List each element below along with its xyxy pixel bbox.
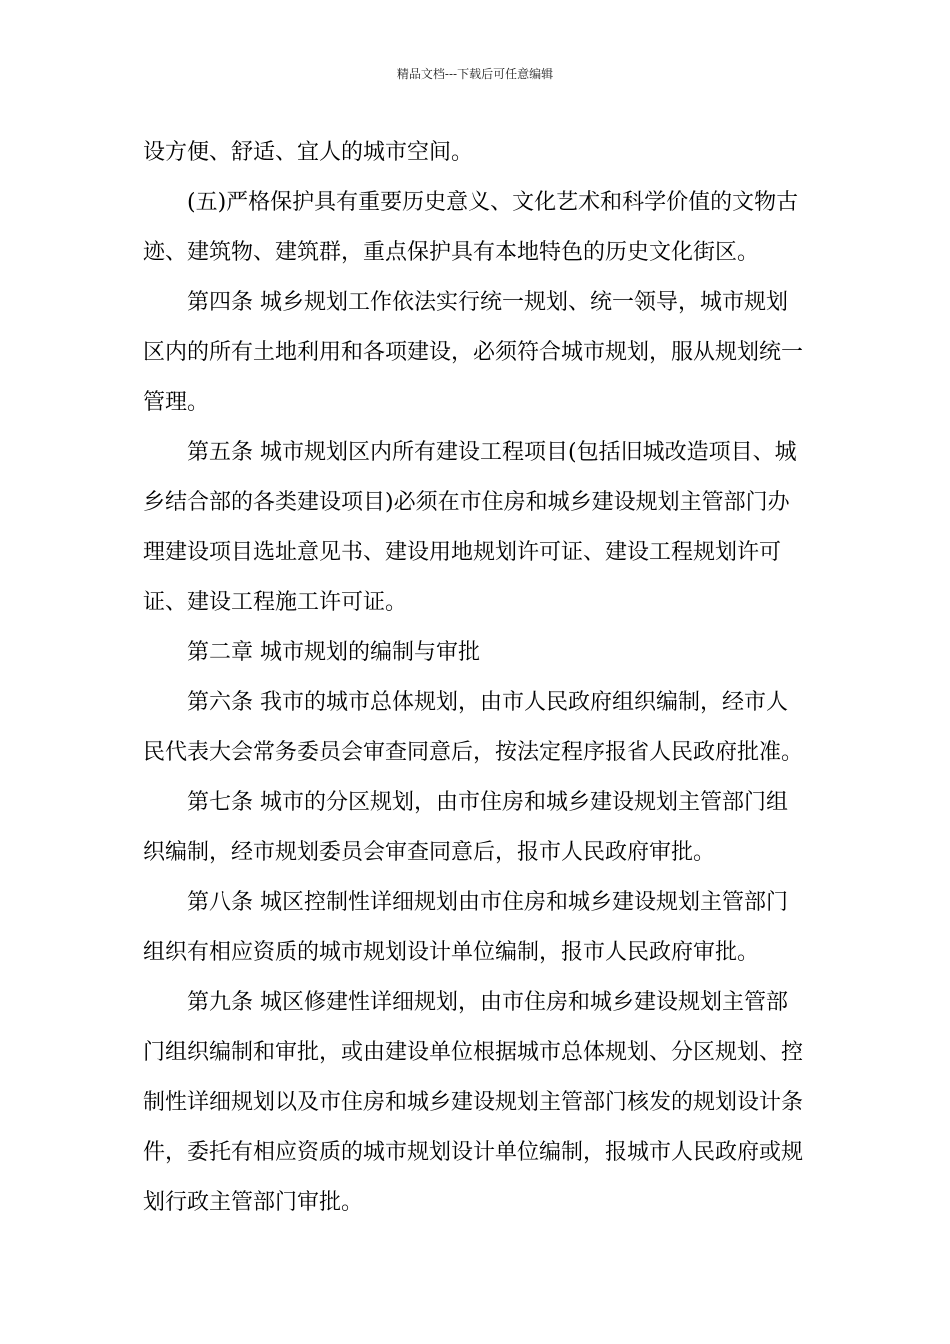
paragraph-article-5: 第五条 城市规划区内所有建设工程项目(包括旧城改造项目、城乡结合部的各类建设项目)必须在市住房和城乡建设规划主管部门办理建设项目选址意见书、建设用地规划许可证、建设工程规划许可证、建设工程施工许可证。 bbox=[143, 440, 797, 615]
page-header: 精品文档---下载后可任意编辑 bbox=[396, 67, 554, 81]
paragraph-item-5: (五)严格保护具有重要历史意义、文化艺术和科学价值的文物古迹、建筑物、建筑群，重点保护具有本地特色的历史文化街区。 bbox=[143, 190, 799, 265]
document-body bbox=[143, 128, 807, 1228]
chapter-heading: 第二章 城市规划的编制与审批 bbox=[187, 640, 480, 665]
paragraph-article-4: 第四条 城乡规划工作依法实行统一规划、统一领导，城市规划区内的所有土地利用和各项建设，必须符合城市规划，服从规划统一管理。 bbox=[143, 290, 804, 415]
paragraph-article-6: 第六条 我市的城市总体规划，由市人民政府组织编制，经市人民代表大会常务委员会审查同意后，按法定程序报省人民政府批准。 bbox=[143, 690, 804, 765]
paragraph-article-8: 第八条 城区控制性详细规划由市住房和城乡建设规划主管部门组织有相应资质的城市规划设计单位编制，报市人民政府审批。 bbox=[143, 890, 788, 965]
paragraph-article-9: 第九条 城区修建性详细规划，由市住房和城乡建设规划主管部门组织编制和审批，或由建设单位根据城市总体规划、分区规划、控制性详细规划以及市住房和城乡建设规划主管部门核发的规划设计条件，委托有相应资质的城市规划设计单位编制，报城市人民政府或规划行政主管部门审批。 bbox=[143, 990, 804, 1215]
paragraph-article-7: 第七条 城市的分区规划，由市住房和城乡建设规划主管部门组织编制，经市规划委员会审查同意后，报市人民政府审批。 bbox=[143, 790, 788, 865]
paragraph-continuation: 设方便、舒适、宜人的城市空间。 bbox=[143, 140, 474, 165]
